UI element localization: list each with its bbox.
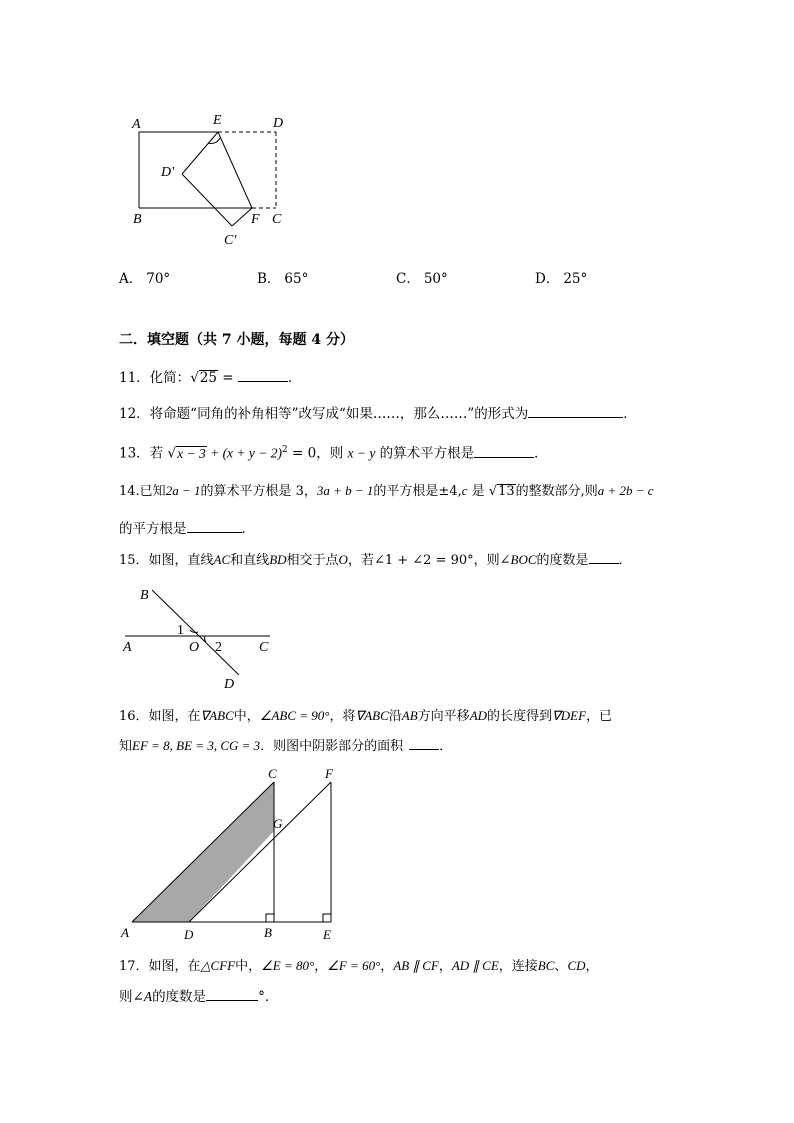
q13-square-term: + (x + y − 2) bbox=[206, 445, 283, 461]
q13-sqrt-sign: √ bbox=[167, 445, 177, 462]
option-b-letter: B． bbox=[257, 271, 281, 287]
crease-EF bbox=[218, 132, 252, 208]
q17-var-a: A bbox=[143, 989, 153, 1004]
option-c bbox=[396, 270, 448, 288]
q14-sqrt-sign: √ bbox=[488, 484, 498, 499]
q11-radicand: 25 bbox=[199, 370, 217, 386]
q15-end: ． bbox=[618, 553, 632, 568]
option-d bbox=[535, 270, 587, 288]
q14-expr2: 3a + b − 1 bbox=[316, 483, 374, 498]
label-D-prime: D′ bbox=[161, 165, 175, 180]
question-16-line1 bbox=[119, 707, 612, 726]
q17-bc: BC bbox=[537, 958, 555, 973]
q17-text-line2a: 则∠ bbox=[119, 989, 144, 1005]
option-b bbox=[257, 270, 308, 288]
q16-ab: AB bbox=[401, 708, 418, 723]
q13-eq: = 0，则 bbox=[287, 445, 348, 462]
label-C: C bbox=[272, 212, 282, 227]
q16-text-c: ，将 bbox=[329, 709, 356, 724]
question-14-line2 bbox=[119, 520, 255, 538]
label-C: C bbox=[268, 766, 277, 781]
q17-ab-cf: AB ∥ CF bbox=[393, 958, 439, 973]
q13-prefix: 13．若 bbox=[119, 445, 168, 462]
q14-text-c: 的平方根是±4, bbox=[373, 484, 462, 499]
label-A: A bbox=[123, 640, 132, 655]
q17-text-line2b: 的度数是 bbox=[152, 989, 207, 1005]
q14-end: ． bbox=[241, 521, 255, 537]
q17-tri: △CFF bbox=[200, 958, 236, 973]
q13-suffix: 的算术平方根是 bbox=[375, 445, 475, 462]
q17-text-b: 中， bbox=[235, 959, 262, 974]
q17-text-a: 17．如图，在 bbox=[119, 959, 201, 974]
label-1: 1 bbox=[177, 623, 184, 638]
label-A: A bbox=[132, 117, 141, 132]
q16-text-a: 16．如图，在 bbox=[119, 709, 201, 724]
q16-text-line2a: 知 bbox=[119, 739, 133, 754]
right-angle-B bbox=[266, 914, 274, 922]
segment-C-prime-F bbox=[232, 208, 252, 226]
question-13 bbox=[119, 441, 548, 463]
q14-text-e: 的整数部分,则 bbox=[515, 484, 598, 499]
option-a bbox=[119, 270, 170, 288]
q15-bd: BD bbox=[269, 552, 287, 567]
q16-text-d: 沿 bbox=[388, 709, 402, 724]
q17-angle-e: ∠E = 80° bbox=[261, 958, 315, 973]
question-14-line1 bbox=[119, 482, 654, 501]
option-a-letter: A． bbox=[119, 271, 143, 287]
q16-ad: AD bbox=[469, 708, 488, 723]
label-D: D bbox=[273, 116, 284, 131]
label-2: 2 bbox=[215, 640, 222, 655]
option-c-letter: C． bbox=[396, 271, 420, 287]
q17-text-f: ，连接 bbox=[498, 959, 538, 974]
label-F: F bbox=[251, 212, 260, 227]
question-11 bbox=[119, 369, 301, 387]
section-heading: 二．填空题（共 7 小题，每题 4 分） bbox=[119, 332, 354, 348]
question-17-line2 bbox=[119, 988, 278, 1006]
q16-tri1: ∇ABC bbox=[200, 708, 234, 723]
q15-o: O bbox=[338, 552, 348, 567]
question-17-line1 bbox=[119, 957, 599, 976]
q17-text-d: ， bbox=[380, 959, 394, 974]
angle-arc-E bbox=[208, 138, 220, 143]
q17-angle-f: ∠F = 60° bbox=[327, 958, 381, 973]
q14-radicand: 13 bbox=[498, 484, 515, 499]
option-c-value: 50° bbox=[423, 271, 448, 287]
q17-end: °． bbox=[258, 989, 279, 1005]
right-angle-E bbox=[323, 914, 331, 922]
option-d-letter: D． bbox=[535, 271, 560, 287]
q13-exponent: 2 bbox=[282, 445, 288, 455]
q17-text-c: ， bbox=[314, 959, 328, 974]
q14-text-a: 14.已知 bbox=[119, 484, 166, 499]
segment-ED-prime bbox=[182, 132, 218, 174]
q12-text: 12．将命题“同角的补角相等”改写成“如果……，那么……”的形式为 bbox=[119, 406, 529, 422]
label-C-prime: C′ bbox=[224, 233, 237, 248]
q15-text-d: ，若∠1 + ∠2 = 90°，则∠ bbox=[347, 553, 511, 568]
q15-text-c: 相交于点 bbox=[286, 553, 339, 568]
q11-sqrt-sign: √ bbox=[190, 370, 199, 386]
angle-arc-2 bbox=[205, 636, 206, 642]
label-G: G bbox=[273, 816, 283, 831]
q16-tri2: ∇ABC bbox=[355, 708, 389, 723]
q14-text-b: 的算术平方根是 3， bbox=[200, 484, 317, 499]
label-F: F bbox=[325, 766, 333, 781]
label-B: B bbox=[133, 212, 142, 227]
q15-answer-blank[interactable] bbox=[589, 551, 619, 564]
q12-answer-blank[interactable] bbox=[528, 405, 623, 418]
question-15 bbox=[119, 551, 632, 570]
label-D: D bbox=[224, 677, 235, 692]
q16-text-g: ，已 bbox=[586, 709, 613, 724]
q12-end: ． bbox=[623, 406, 637, 422]
segment-D-prime-C-prime bbox=[182, 174, 232, 226]
label-D: D bbox=[184, 927, 194, 942]
label-A: A bbox=[121, 925, 129, 940]
option-b-value: 65° bbox=[284, 271, 309, 287]
q14-answer-blank[interactable] bbox=[187, 520, 242, 533]
q14-text-line2: 的平方根是 bbox=[119, 521, 187, 537]
q17-text-g: 、 bbox=[554, 959, 568, 974]
q16-text-line2b: ．则图中阴影部分的面积 bbox=[260, 739, 404, 754]
q14-expr3: a + 2b − c bbox=[597, 483, 654, 498]
q15-text-b: 和直线 bbox=[230, 553, 270, 568]
q13-answer-blank[interactable] bbox=[474, 445, 534, 458]
q16-values: EF = 8, BE = 3, CG = 3 bbox=[132, 738, 261, 753]
figure-translated-triangles bbox=[115, 762, 345, 947]
q16-text-e: 方向平移 bbox=[417, 709, 470, 724]
question-16-line2 bbox=[119, 737, 452, 756]
label-C: C bbox=[259, 640, 269, 655]
q13-var: x − y bbox=[347, 445, 376, 461]
figure-folded-rectangle bbox=[120, 108, 300, 253]
question-12 bbox=[119, 405, 637, 423]
q16-answer-blank[interactable] bbox=[409, 737, 439, 750]
q15-text-a: 15．如图，直线 bbox=[119, 553, 214, 568]
q11-answer-blank[interactable] bbox=[238, 369, 288, 382]
q11-prefix: 11．化简： bbox=[119, 370, 191, 386]
q15-boc: BOC bbox=[510, 552, 537, 567]
q14-var-c: c bbox=[461, 483, 468, 498]
option-a-value: 70° bbox=[146, 271, 171, 287]
q15-text-e: 的度数是 bbox=[536, 553, 589, 568]
q17-cd: CD bbox=[567, 958, 586, 973]
label-O: O bbox=[189, 640, 200, 655]
q17-ad-ce: AD ∥ CE bbox=[451, 958, 499, 973]
label-E: E bbox=[323, 927, 331, 942]
label-B: B bbox=[264, 925, 272, 940]
q17-answer-blank[interactable] bbox=[206, 988, 258, 1001]
q14-expr1: 2a − 1 bbox=[165, 483, 201, 498]
q16-tri3: ∇DEF bbox=[552, 708, 587, 723]
q13-radicand: x − 3 bbox=[177, 445, 206, 461]
q16-text-f: 的长度得到 bbox=[487, 709, 553, 724]
q11-eq: = bbox=[217, 370, 238, 386]
figure-intersecting-lines bbox=[115, 580, 280, 695]
q13-end: ． bbox=[534, 445, 548, 462]
q15-ac: AC bbox=[213, 552, 231, 567]
q17-text-h: ， bbox=[585, 959, 599, 974]
q16-text-b: 中， bbox=[233, 709, 260, 724]
q16-angle: ∠ABC = 90° bbox=[259, 708, 330, 723]
q16-end: ． bbox=[439, 739, 453, 754]
option-d-value: 25° bbox=[563, 271, 588, 287]
q11-end: ． bbox=[287, 370, 302, 386]
label-E: E bbox=[213, 113, 222, 128]
label-B: B bbox=[140, 588, 149, 603]
q14-text-d: 是 bbox=[467, 484, 489, 499]
q17-text-e: ， bbox=[438, 959, 452, 974]
